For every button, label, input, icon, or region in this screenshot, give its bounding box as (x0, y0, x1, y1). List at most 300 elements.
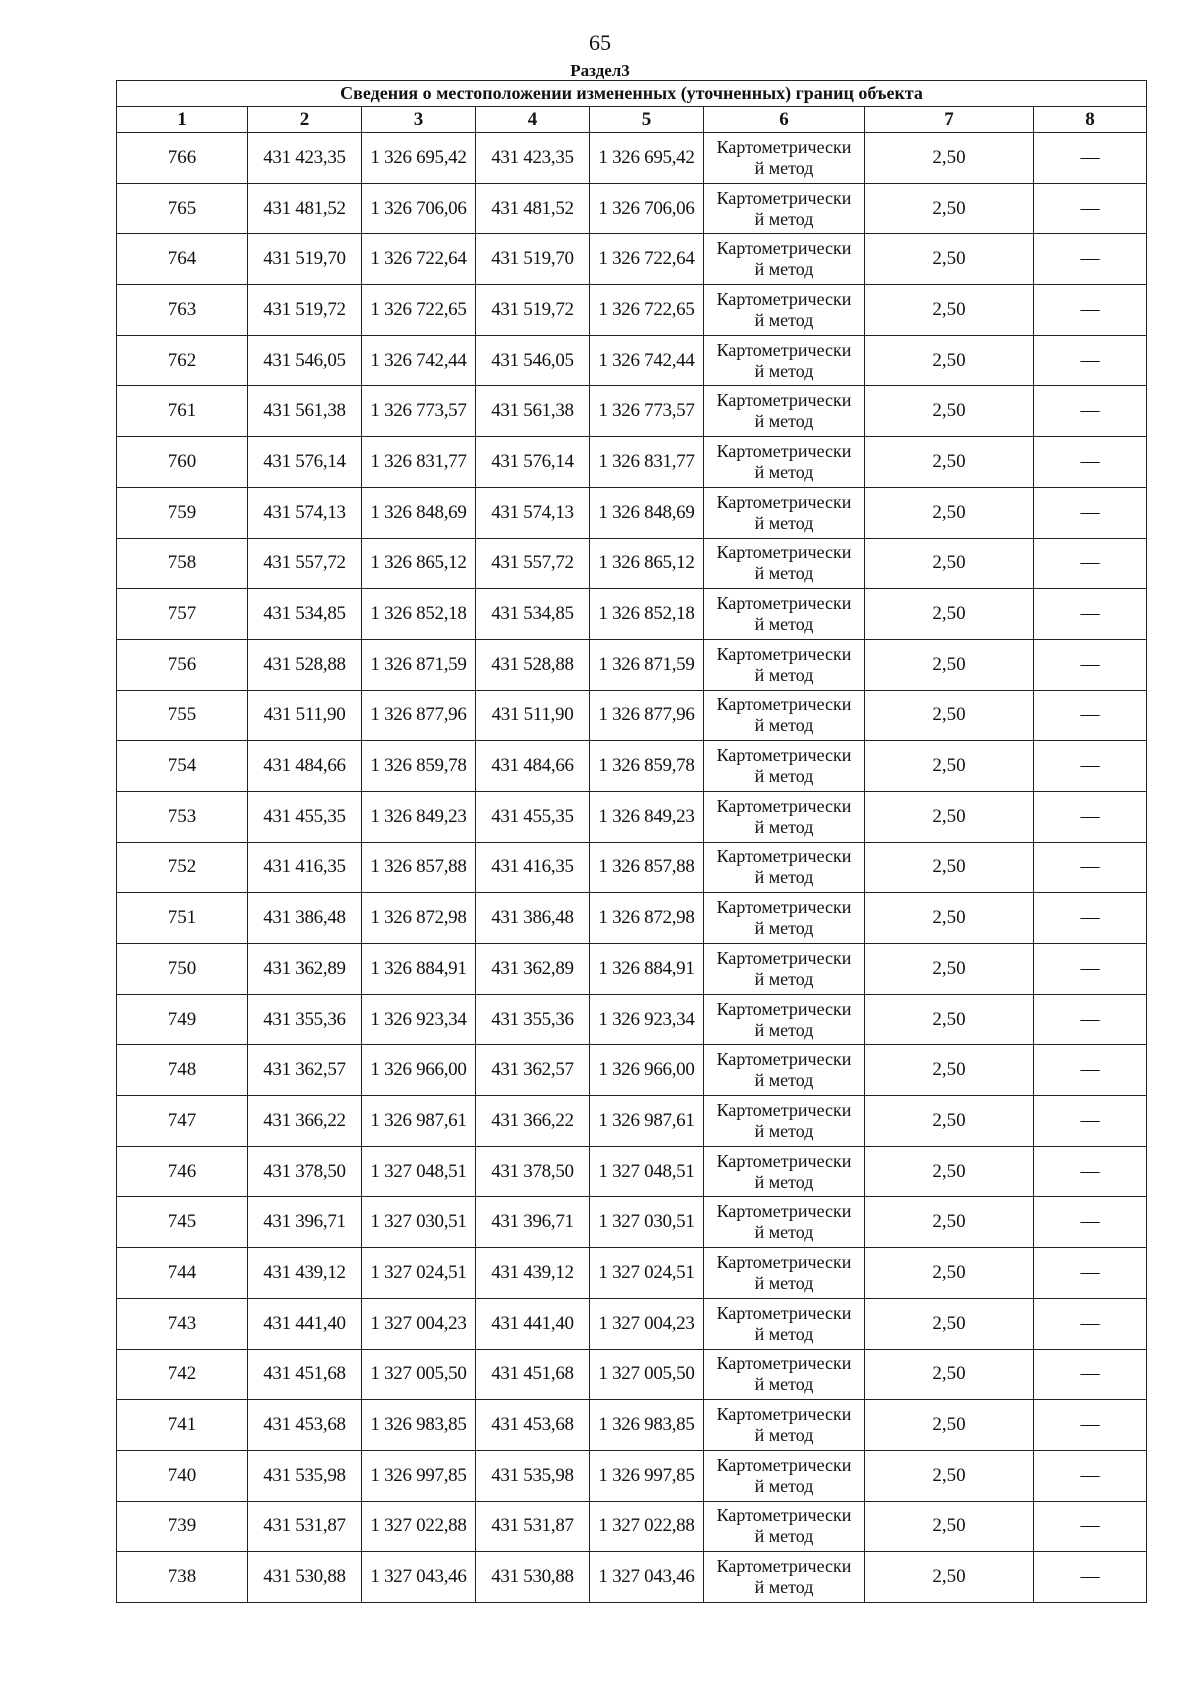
y-old-cell: 1 326 831,77 (362, 437, 476, 488)
x-old-cell: 431 453,68 (248, 1400, 362, 1451)
method-cell (704, 893, 865, 944)
method-cell (704, 1552, 865, 1603)
note-cell: — (1034, 487, 1147, 538)
y-new-cell: 1 326 983,85 (590, 1400, 704, 1451)
y-new-cell: 1 326 831,77 (590, 437, 704, 488)
x-new-cell: 431 531,87 (476, 1501, 590, 1552)
table-row (117, 944, 1147, 995)
point-number-cell: 764 (117, 234, 248, 285)
method-line: Картометрически (716, 491, 852, 512)
y-old-cell: 1 326 706,06 (362, 183, 476, 234)
column-header: 5 (590, 107, 704, 133)
x-old-cell: 431 355,36 (248, 994, 362, 1045)
point-number-cell: 741 (117, 1400, 248, 1451)
method-line: й метод (754, 208, 814, 229)
y-old-cell: 1 326 865,12 (362, 538, 476, 589)
x-new-cell: 431 528,88 (476, 639, 590, 690)
method-cell (704, 1349, 865, 1400)
method-line: й метод (754, 766, 814, 787)
method-line: Картометрически (716, 846, 852, 867)
table-row (117, 842, 1147, 893)
note-cell: — (1034, 893, 1147, 944)
method-line: й метод (754, 309, 814, 330)
x-old-cell: 431 561,38 (248, 386, 362, 437)
method-line: й метод (754, 1374, 814, 1395)
method-line: Картометрически (716, 1049, 852, 1070)
method-line: Картометрически (716, 1150, 852, 1171)
method-line: й метод (754, 1019, 814, 1040)
x-new-cell: 431 574,13 (476, 487, 590, 538)
note-cell: — (1034, 1400, 1147, 1451)
accuracy-cell: 2,50 (865, 234, 1034, 285)
accuracy-cell: 2,50 (865, 690, 1034, 741)
x-old-cell: 431 455,35 (248, 791, 362, 842)
y-new-cell: 1 327 043,46 (590, 1552, 704, 1603)
note-cell: — (1034, 791, 1147, 842)
x-old-cell: 431 484,66 (248, 741, 362, 792)
accuracy-cell: 2,50 (865, 183, 1034, 234)
y-new-cell: 1 326 865,12 (590, 538, 704, 589)
x-new-cell: 431 378,50 (476, 1146, 590, 1197)
method-cell (704, 285, 865, 336)
method-cell (704, 183, 865, 234)
y-old-cell: 1 326 859,78 (362, 741, 476, 792)
accuracy-cell: 2,50 (865, 1146, 1034, 1197)
method-line: Картометрически (716, 542, 852, 563)
method-line: Картометрически (716, 1251, 852, 1272)
y-old-cell: 1 326 848,69 (362, 487, 476, 538)
method-line: Картометрически (716, 1099, 852, 1120)
method-line: й метод (754, 411, 814, 432)
x-new-cell: 431 451,68 (476, 1349, 590, 1400)
method-line: й метод (754, 1577, 814, 1598)
y-old-cell: 1 326 983,85 (362, 1400, 476, 1451)
method-cell (704, 639, 865, 690)
method-line: Картометрически (716, 390, 852, 411)
y-new-cell: 1 326 848,69 (590, 487, 704, 538)
point-number-cell: 761 (117, 386, 248, 437)
table-row (117, 1096, 1147, 1147)
table-row (117, 487, 1147, 538)
x-new-cell: 431 396,71 (476, 1197, 590, 1248)
table-row (117, 1197, 1147, 1248)
x-new-cell: 431 386,48 (476, 893, 590, 944)
y-old-cell: 1 326 742,44 (362, 335, 476, 386)
column-header: 7 (865, 107, 1034, 133)
note-cell: — (1034, 994, 1147, 1045)
note-cell: — (1034, 1045, 1147, 1096)
method-line: й метод (754, 867, 814, 888)
method-line: Картометрически (716, 339, 852, 360)
accuracy-cell: 2,50 (865, 1298, 1034, 1349)
y-new-cell: 1 326 773,57 (590, 386, 704, 437)
method-cell (704, 1501, 865, 1552)
point-number-cell: 758 (117, 538, 248, 589)
method-line: й метод (754, 512, 814, 533)
accuracy-cell: 2,50 (865, 1248, 1034, 1299)
y-old-cell: 1 327 004,23 (362, 1298, 476, 1349)
note-cell: — (1034, 1298, 1147, 1349)
y-old-cell: 1 326 923,34 (362, 994, 476, 1045)
accuracy-cell: 2,50 (865, 487, 1034, 538)
method-cell (704, 538, 865, 589)
table-row (117, 234, 1147, 285)
x-old-cell: 431 530,88 (248, 1552, 362, 1603)
note-cell: — (1034, 1248, 1147, 1299)
x-old-cell: 431 481,52 (248, 183, 362, 234)
x-new-cell: 431 511,90 (476, 690, 590, 741)
table-row (117, 1248, 1147, 1299)
note-cell: — (1034, 639, 1147, 690)
x-old-cell: 431 439,12 (248, 1248, 362, 1299)
point-number-cell: 750 (117, 944, 248, 995)
accuracy-cell: 2,50 (865, 589, 1034, 640)
note-cell: — (1034, 1450, 1147, 1501)
accuracy-cell: 2,50 (865, 285, 1034, 336)
method-line: Картометрически (716, 1556, 852, 1577)
y-new-cell: 1 327 005,50 (590, 1349, 704, 1400)
y-new-cell: 1 327 024,51 (590, 1248, 704, 1299)
point-number-cell: 755 (117, 690, 248, 741)
x-old-cell: 431 396,71 (248, 1197, 362, 1248)
method-line: й метод (754, 259, 814, 280)
point-number-cell: 745 (117, 1197, 248, 1248)
accuracy-cell: 2,50 (865, 842, 1034, 893)
method-line: Картометрически (716, 1454, 852, 1475)
y-new-cell: 1 326 852,18 (590, 589, 704, 640)
y-old-cell: 1 326 872,98 (362, 893, 476, 944)
table-row (117, 538, 1147, 589)
x-old-cell: 431 423,35 (248, 133, 362, 184)
table-row (117, 690, 1147, 741)
method-line: Картометрически (716, 1201, 852, 1222)
method-line: Картометрически (716, 238, 852, 259)
y-old-cell: 1 326 852,18 (362, 589, 476, 640)
boundary-coordinates-table (116, 80, 1147, 1603)
table-row (117, 1501, 1147, 1552)
point-number-cell: 738 (117, 1552, 248, 1603)
y-old-cell: 1 326 966,00 (362, 1045, 476, 1096)
table-row (117, 994, 1147, 1045)
x-old-cell: 431 378,50 (248, 1146, 362, 1197)
y-new-cell: 1 326 722,64 (590, 234, 704, 285)
x-new-cell: 431 519,70 (476, 234, 590, 285)
table-row (117, 437, 1147, 488)
method-line: й метод (754, 664, 814, 685)
method-cell (704, 1096, 865, 1147)
accuracy-cell: 2,50 (865, 335, 1034, 386)
accuracy-cell: 2,50 (865, 1552, 1034, 1603)
method-line: Картометрически (716, 998, 852, 1019)
x-new-cell: 431 557,72 (476, 538, 590, 589)
y-new-cell: 1 326 857,88 (590, 842, 704, 893)
column-header: 2 (248, 107, 362, 133)
table-row (117, 1552, 1147, 1603)
table-row (117, 285, 1147, 336)
x-new-cell: 431 362,57 (476, 1045, 590, 1096)
x-old-cell: 431 531,87 (248, 1501, 362, 1552)
x-old-cell: 431 535,98 (248, 1450, 362, 1501)
point-number-cell: 751 (117, 893, 248, 944)
x-old-cell: 431 519,72 (248, 285, 362, 336)
note-cell: — (1034, 538, 1147, 589)
accuracy-cell: 2,50 (865, 791, 1034, 842)
x-old-cell: 431 576,14 (248, 437, 362, 488)
method-cell (704, 1146, 865, 1197)
note-cell: — (1034, 1197, 1147, 1248)
x-new-cell: 431 355,36 (476, 994, 590, 1045)
y-old-cell: 1 326 997,85 (362, 1450, 476, 1501)
column-header: 1 (117, 107, 248, 133)
y-new-cell: 1 326 923,34 (590, 994, 704, 1045)
method-line: Картометрически (716, 1353, 852, 1374)
y-old-cell: 1 326 871,59 (362, 639, 476, 690)
y-new-cell: 1 327 004,23 (590, 1298, 704, 1349)
method-cell (704, 994, 865, 1045)
accuracy-cell: 2,50 (865, 1096, 1034, 1147)
y-old-cell: 1 327 043,46 (362, 1552, 476, 1603)
x-old-cell: 431 386,48 (248, 893, 362, 944)
page-number: 65 (589, 30, 611, 55)
method-cell (704, 741, 865, 792)
point-number-cell: 762 (117, 335, 248, 386)
point-number-cell: 749 (117, 994, 248, 1045)
table-row (117, 1146, 1147, 1197)
method-cell (704, 1197, 865, 1248)
accuracy-cell: 2,50 (865, 639, 1034, 690)
point-number-cell: 759 (117, 487, 248, 538)
table-caption: Сведения о местоположении измененных (уточненных) границ объекта (117, 81, 1147, 107)
section-title: Раздел3 (570, 61, 630, 80)
accuracy-cell: 2,50 (865, 1045, 1034, 1096)
accuracy-cell: 2,50 (865, 538, 1034, 589)
table-row (117, 639, 1147, 690)
x-new-cell: 431 441,40 (476, 1298, 590, 1349)
point-number-cell: 743 (117, 1298, 248, 1349)
y-new-cell: 1 326 884,91 (590, 944, 704, 995)
y-new-cell: 1 326 987,61 (590, 1096, 704, 1147)
method-line: й метод (754, 1070, 814, 1091)
accuracy-cell: 2,50 (865, 1197, 1034, 1248)
method-line: й метод (754, 715, 814, 736)
column-header: 4 (476, 107, 590, 133)
note-cell: — (1034, 589, 1147, 640)
accuracy-cell: 2,50 (865, 944, 1034, 995)
point-number-cell: 765 (117, 183, 248, 234)
y-old-cell: 1 327 024,51 (362, 1248, 476, 1299)
x-new-cell: 431 423,35 (476, 133, 590, 184)
method-line: Картометрически (716, 643, 852, 664)
x-new-cell: 431 561,38 (476, 386, 590, 437)
y-old-cell: 1 326 722,65 (362, 285, 476, 336)
point-number-cell: 748 (117, 1045, 248, 1096)
method-line: Картометрически (716, 136, 852, 157)
table-row (117, 1298, 1147, 1349)
method-line: й метод (754, 1222, 814, 1243)
method-line: Картометрически (716, 947, 852, 968)
method-line: Картометрически (716, 593, 852, 614)
x-old-cell: 431 362,57 (248, 1045, 362, 1096)
point-number-cell: 754 (117, 741, 248, 792)
method-line: й метод (754, 816, 814, 837)
column-header: 3 (362, 107, 476, 133)
y-old-cell: 1 327 030,51 (362, 1197, 476, 1248)
point-number-cell: 753 (117, 791, 248, 842)
x-old-cell: 431 451,68 (248, 1349, 362, 1400)
point-number-cell: 763 (117, 285, 248, 336)
table-row (117, 183, 1147, 234)
y-old-cell: 1 327 022,88 (362, 1501, 476, 1552)
method-line: Картометрически (716, 745, 852, 766)
x-new-cell: 431 484,66 (476, 741, 590, 792)
accuracy-cell: 2,50 (865, 437, 1034, 488)
x-new-cell: 431 530,88 (476, 1552, 590, 1603)
point-number-cell: 744 (117, 1248, 248, 1299)
accuracy-cell: 2,50 (865, 1349, 1034, 1400)
y-new-cell: 1 326 722,65 (590, 285, 704, 336)
method-line: й метод (754, 157, 814, 178)
point-number-cell: 740 (117, 1450, 248, 1501)
method-cell (704, 437, 865, 488)
method-line: й метод (754, 1475, 814, 1496)
note-cell: — (1034, 842, 1147, 893)
point-number-cell: 760 (117, 437, 248, 488)
y-old-cell: 1 326 877,96 (362, 690, 476, 741)
note-cell: — (1034, 1552, 1147, 1603)
x-new-cell: 431 453,68 (476, 1400, 590, 1451)
x-old-cell: 431 574,13 (248, 487, 362, 538)
y-old-cell: 1 326 773,57 (362, 386, 476, 437)
method-line: Картометрически (716, 1302, 852, 1323)
y-new-cell: 1 326 742,44 (590, 335, 704, 386)
x-old-cell: 431 511,90 (248, 690, 362, 741)
method-cell (704, 944, 865, 995)
method-line: Картометрически (716, 288, 852, 309)
table-row (117, 893, 1147, 944)
method-cell (704, 1298, 865, 1349)
accuracy-cell: 2,50 (865, 386, 1034, 437)
method-cell (704, 1248, 865, 1299)
x-new-cell: 431 362,89 (476, 944, 590, 995)
method-line: Картометрически (716, 897, 852, 918)
y-new-cell: 1 326 695,42 (590, 133, 704, 184)
y-old-cell: 1 326 849,23 (362, 791, 476, 842)
point-number-cell: 756 (117, 639, 248, 690)
method-cell (704, 234, 865, 285)
note-cell: — (1034, 133, 1147, 184)
y-new-cell: 1 326 872,98 (590, 893, 704, 944)
x-old-cell: 431 366,22 (248, 1096, 362, 1147)
table-caption-row (117, 81, 1147, 107)
method-line: Картометрически (716, 187, 852, 208)
method-cell (704, 1400, 865, 1451)
accuracy-cell: 2,50 (865, 1501, 1034, 1552)
method-line: й метод (754, 968, 814, 989)
method-line: й метод (754, 1120, 814, 1141)
x-old-cell: 431 534,85 (248, 589, 362, 640)
y-new-cell: 1 326 859,78 (590, 741, 704, 792)
x-old-cell: 431 362,89 (248, 944, 362, 995)
point-number-cell: 757 (117, 589, 248, 640)
method-line: Картометрически (716, 1404, 852, 1425)
y-new-cell: 1 327 030,51 (590, 1197, 704, 1248)
x-new-cell: 431 534,85 (476, 589, 590, 640)
table-row (117, 741, 1147, 792)
method-cell (704, 589, 865, 640)
x-new-cell: 431 455,35 (476, 791, 590, 842)
method-line: й метод (754, 1323, 814, 1344)
method-line: й метод (754, 461, 814, 482)
method-cell (704, 335, 865, 386)
note-cell: — (1034, 285, 1147, 336)
point-number-cell: 746 (117, 1146, 248, 1197)
y-old-cell: 1 326 857,88 (362, 842, 476, 893)
y-old-cell: 1 327 048,51 (362, 1146, 476, 1197)
x-old-cell: 431 441,40 (248, 1298, 362, 1349)
y-old-cell: 1 326 987,61 (362, 1096, 476, 1147)
method-line: й метод (754, 360, 814, 381)
x-new-cell: 431 519,72 (476, 285, 590, 336)
note-cell: — (1034, 437, 1147, 488)
method-cell (704, 133, 865, 184)
accuracy-cell: 2,50 (865, 994, 1034, 1045)
method-line: й метод (754, 1526, 814, 1547)
x-old-cell: 431 528,88 (248, 639, 362, 690)
y-new-cell: 1 327 022,88 (590, 1501, 704, 1552)
x-old-cell: 431 546,05 (248, 335, 362, 386)
y-new-cell: 1 326 706,06 (590, 183, 704, 234)
table-row (117, 386, 1147, 437)
x-new-cell: 431 366,22 (476, 1096, 590, 1147)
point-number-cell: 752 (117, 842, 248, 893)
note-cell: — (1034, 690, 1147, 741)
method-cell (704, 690, 865, 741)
table-row (117, 133, 1147, 184)
x-new-cell: 431 546,05 (476, 335, 590, 386)
y-old-cell: 1 326 884,91 (362, 944, 476, 995)
method-line: й метод (754, 1272, 814, 1293)
method-line: Картометрически (716, 795, 852, 816)
x-old-cell: 431 416,35 (248, 842, 362, 893)
x-new-cell: 431 416,35 (476, 842, 590, 893)
y-new-cell: 1 326 877,96 (590, 690, 704, 741)
method-cell (704, 1045, 865, 1096)
point-number-cell: 766 (117, 133, 248, 184)
note-cell: — (1034, 183, 1147, 234)
table-row (117, 1349, 1147, 1400)
accuracy-cell: 2,50 (865, 741, 1034, 792)
y-old-cell: 1 326 722,64 (362, 234, 476, 285)
x-old-cell: 431 557,72 (248, 538, 362, 589)
accuracy-cell: 2,50 (865, 1450, 1034, 1501)
accuracy-cell: 2,50 (865, 1400, 1034, 1451)
method-line: Картометрически (716, 694, 852, 715)
method-line: й метод (754, 563, 814, 584)
method-cell (704, 842, 865, 893)
method-line: Картометрически (716, 1505, 852, 1526)
table-row (117, 1400, 1147, 1451)
column-header: 6 (704, 107, 865, 133)
y-old-cell: 1 326 695,42 (362, 133, 476, 184)
note-cell: — (1034, 1146, 1147, 1197)
y-old-cell: 1 327 005,50 (362, 1349, 476, 1400)
method-line: Картометрически (716, 440, 852, 461)
accuracy-cell: 2,50 (865, 133, 1034, 184)
method-line: й метод (754, 614, 814, 635)
column-header: 8 (1034, 107, 1147, 133)
method-cell (704, 791, 865, 842)
note-cell: — (1034, 1501, 1147, 1552)
